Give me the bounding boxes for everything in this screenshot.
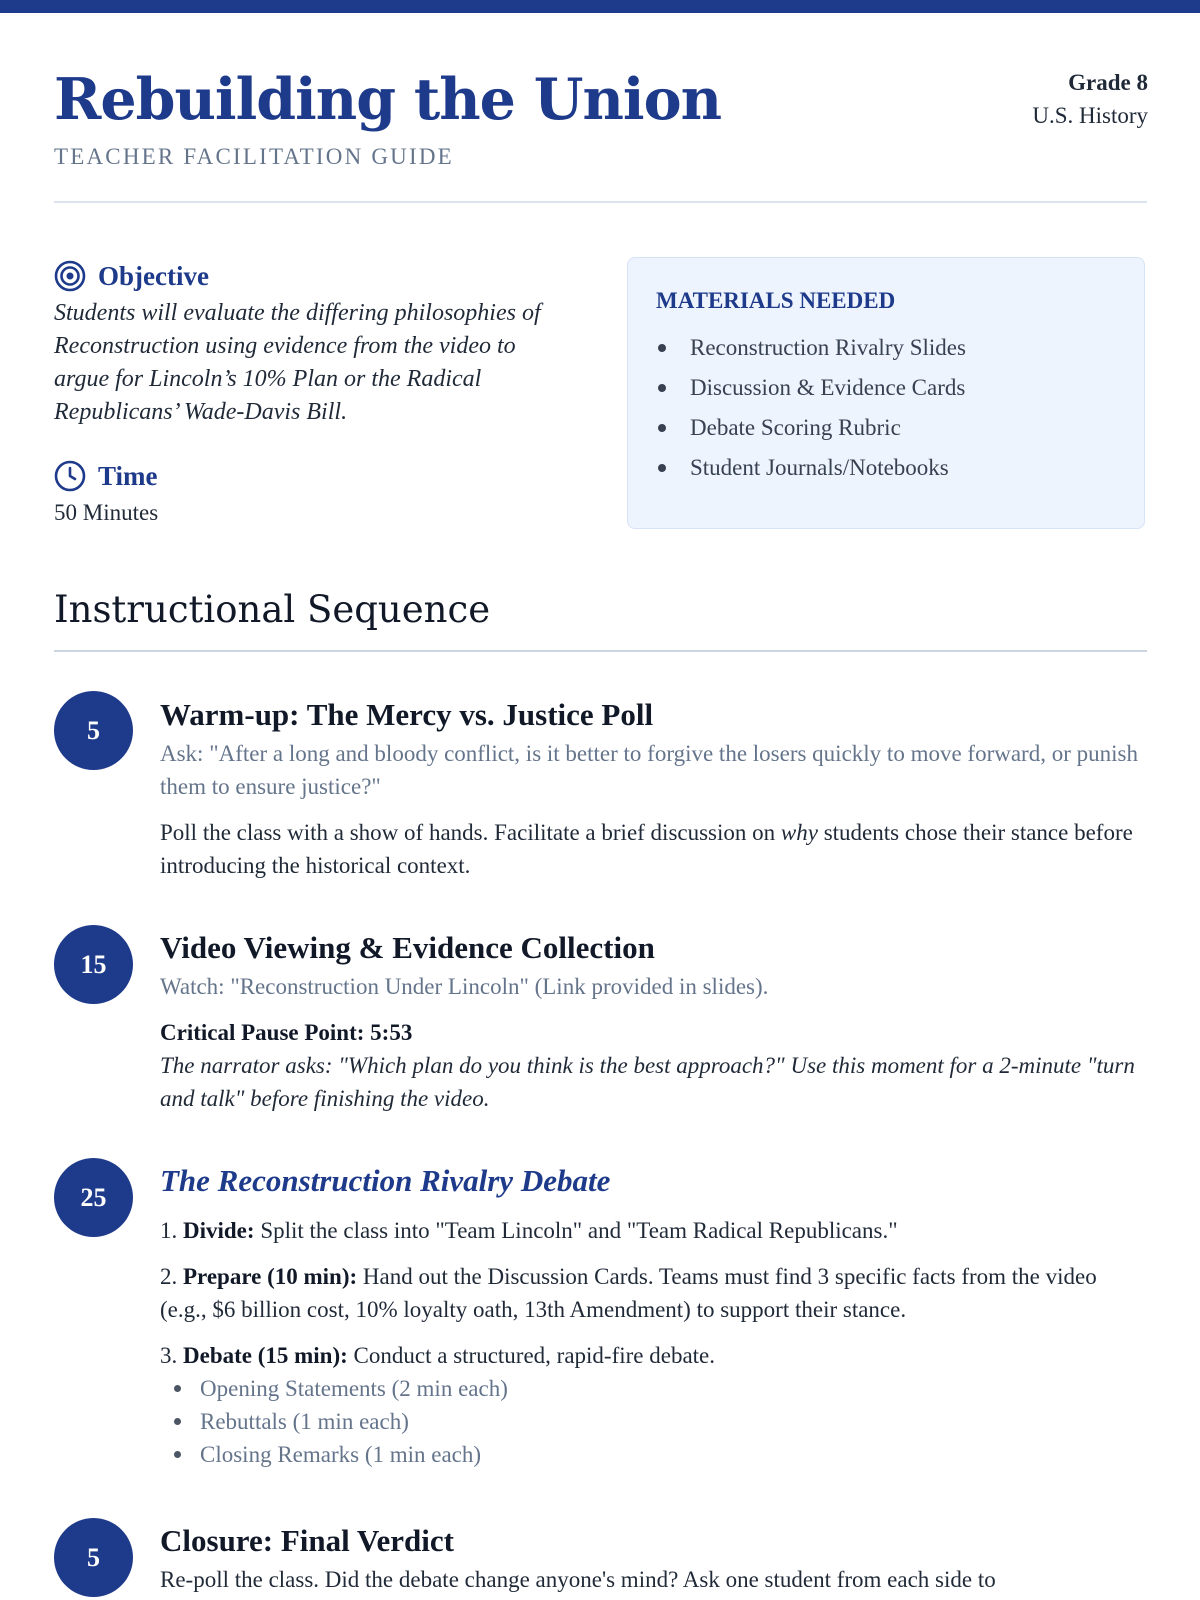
- debate-parts-list: [160, 1372, 1145, 1471]
- step-2-prompt: Watch: "Reconstruction Under Lincoln" (Link provided in slides).: [160, 974, 769, 999]
- debate-step-divide: 1. Divide: Split the class into "Team Lincoln" and "Team Radical Republicans.": [160, 1218, 898, 1243]
- objective-heading: [54, 260, 209, 292]
- step-2: [160, 928, 1145, 1115]
- step-1-title: Warm-up: The Mercy vs. Justice Poll: [160, 697, 654, 732]
- time-label: Time: [98, 460, 158, 491]
- top-accent-bar: [0, 0, 1200, 13]
- header-divider: [54, 201, 1147, 203]
- materials-item: [656, 448, 1116, 488]
- target-icon: [54, 260, 86, 292]
- step-4-text: Re-poll the class. Did the debate change anyone's mind? Ask one student from each side to: [160, 1567, 996, 1592]
- step-1-prompt: Ask: "After a long and bloody conflict, is it better to forgive the losers quickly to move forward, or punish them to ensure justice?": [160, 741, 1138, 799]
- materials-item: [656, 328, 1116, 368]
- bullet-icon: [658, 384, 666, 392]
- step-4: [160, 1521, 1145, 1596]
- bullet-icon: [658, 464, 666, 472]
- clock-icon: [54, 460, 86, 492]
- debate-part: Rebuttals (1 min each): [172, 1405, 1145, 1438]
- step-3-title: The Reconstruction Rivalry Debate: [160, 1163, 611, 1198]
- materials-item-label: Student Journals/Notebooks: [690, 455, 949, 480]
- step-1-minutes-badge: 5: [54, 691, 133, 770]
- step-2-minutes-badge: 15: [54, 925, 133, 1004]
- materials-item-label: Discussion & Evidence Cards: [690, 375, 966, 400]
- materials-panel: [627, 257, 1145, 529]
- page-title: Rebuilding the Union: [54, 66, 722, 133]
- step-1-body: Poll the class with a show of hands. Facilitate a brief discussion on why students chose their stance before introducing the historical context.: [160, 820, 1133, 878]
- sequence-divider: [54, 650, 1147, 652]
- step-3-minutes-badge: 25: [54, 1158, 133, 1237]
- step-4-title: Closure: Final Verdict: [160, 1523, 454, 1558]
- time-heading: [54, 460, 158, 492]
- step-4-minutes-badge: 5: [54, 1518, 133, 1597]
- page-subtitle: TEACHER FACILITATION GUIDE: [54, 144, 454, 169]
- materials-title: MATERIALS NEEDED: [656, 288, 896, 313]
- debate-step-prepare: 2. Prepare (10 min): Hand out the Discussion Cards. Teams must find 3 specific facts from the video (e.g., $6 billion cost, 10% loyalty oath, 13th Amendment) to support their stance.: [160, 1264, 1097, 1322]
- bullet-icon: [658, 424, 666, 432]
- pause-point-label: Critical Pause Point: 5:53: [160, 1020, 413, 1045]
- bullet-icon: [174, 1385, 181, 1392]
- materials-item-label: Debate Scoring Rubric: [690, 415, 901, 440]
- pause-point-text: The narrator asks: "Which plan do you think is the best approach?" Use this moment for a 2-minute "turn and talk" before finishing the video.: [160, 1053, 1135, 1111]
- step-2-title: Video Viewing & Evidence Collection: [160, 930, 655, 965]
- step-3: [160, 1161, 1145, 1471]
- sequence-title: Instructional Sequence: [54, 588, 491, 631]
- objective-label: Objective: [98, 260, 209, 291]
- bullet-icon: [658, 344, 666, 352]
- debate-part: Closing Remarks (1 min each): [172, 1438, 1145, 1471]
- time-value: 50 Minutes: [54, 500, 159, 525]
- materials-list: [656, 328, 1116, 488]
- bullet-icon: [174, 1418, 181, 1425]
- debate-step-debate: 3. Debate (15 min): Conduct a structured, rapid-fire debate.: [160, 1343, 716, 1368]
- materials-item-label: Reconstruction Rivalry Slides: [690, 335, 966, 360]
- objective-text: Students will evaluate the differing philosophies of Reconstruction using evidence from the video to argue for Lincoln’s 10% Plan or the Radical Republicans’ Wade-Davis Bill.: [54, 300, 541, 425]
- course-name: U.S. History: [1032, 103, 1148, 128]
- debate-part: Opening Statements (2 min each): [172, 1372, 1145, 1405]
- materials-item: [656, 408, 1116, 448]
- step-1: [160, 695, 1145, 882]
- grade-level: Grade 8: [1068, 70, 1148, 95]
- materials-item: [656, 368, 1116, 408]
- bullet-icon: [174, 1451, 181, 1458]
